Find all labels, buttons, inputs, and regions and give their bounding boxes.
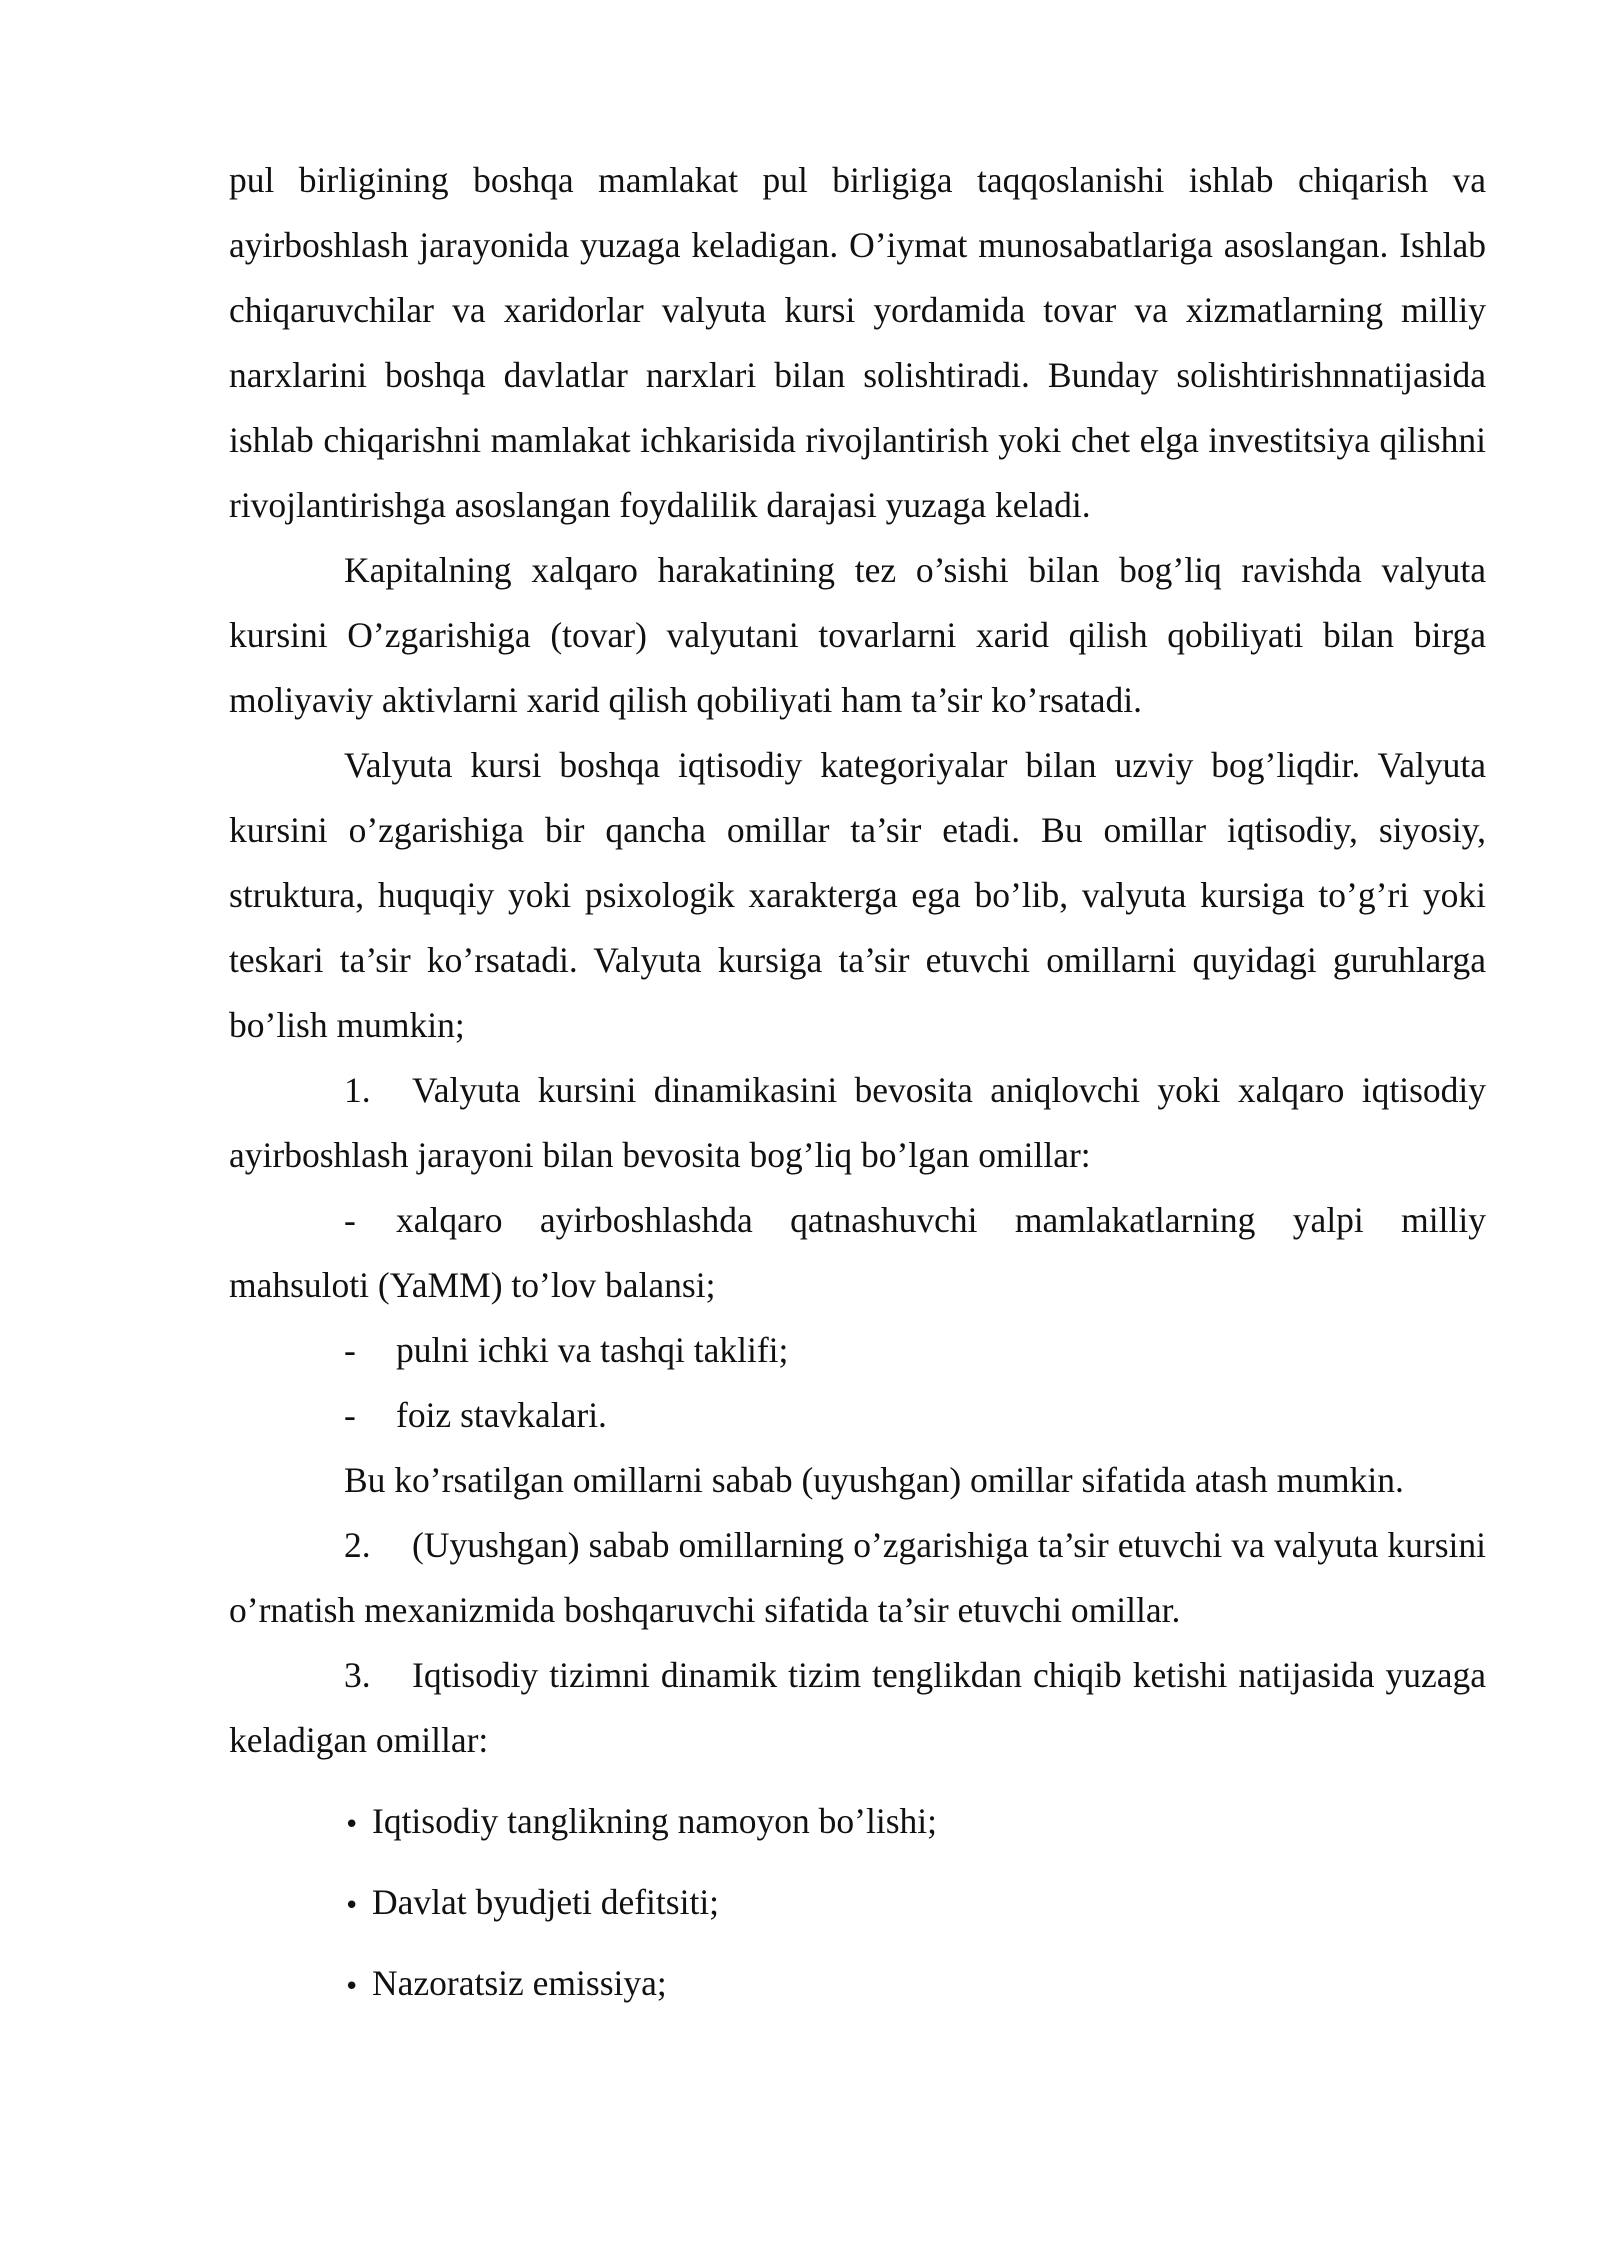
- summary-paragraph: Bu ko’rsatilgan omillarni sabab (uyushgan) omillar sifatida atash mumkin.: [344, 1460, 1404, 1500]
- document-page: [229, 148, 1486, 2026]
- item-number: 3.: [344, 1655, 371, 1695]
- numbered-item-3: [229, 1643, 1486, 1773]
- bullet-list: [229, 1783, 1486, 2026]
- dash-mark: -: [344, 1330, 356, 1370]
- item-text: Valyuta kursini dinamikasini bevosita aniqlovchi yoki xalqaro iqtisodiy ayirboshlash jarayoni bilan bevosita bog’liq bo’lgan omillar:: [229, 1070, 1486, 1175]
- dash-item-2: [229, 1318, 1486, 1383]
- item-number: 2.: [344, 1525, 371, 1565]
- bullet-text: Iqtisodiy tanglikning namoyon bo’lishi;: [372, 1801, 938, 1841]
- dash-mark: -: [344, 1395, 356, 1435]
- bullet-icon: •: [344, 1891, 360, 1921]
- numbered-item-1: [229, 1058, 1486, 1188]
- paragraph-1: pul birligining boshqa mamlakat pul birligiga taqqoslanishi ishlab chiqarish va ayirboshlash jarayonida yuzaga keladigan. O’iymat munosabatlariga asoslangan. Ishlab chiqaruvchilar va xaridorlar valyuta kursi yordamida tovar va xizmatlarning milliy narxlarini boshqa davlatlar narxlari bilan solishtiradi. Bunday solishtirishnnatijasida ishlab chiqarishni mamlakat ichkarisida rivojlantirish yoki chet elga investitsiya qilishni rivojlantirishga asoslangan foydalilik darajasi yuzaga keladi.: [229, 160, 1486, 525]
- item-text: Iqtisodiy tizimni dinamik tizim tenglikdan chiqib ketishi natijasida yuzaga keladigan omillar:: [229, 1655, 1486, 1760]
- paragraph-2: Kapitalning xalqaro harakatining tez o’sishi bilan bog’liq ravishda valyuta kursini O’zgarishiga (tovar) valyutani tovarlarni xarid qilish qobiliyati bilan birga moliyaviy aktivlarni xarid qilish qobiliyati ham ta’sir ko’rsatadi.: [229, 550, 1486, 720]
- dash-item-text: foiz stavkalari.: [396, 1395, 607, 1435]
- item-number: 1.: [344, 1070, 371, 1110]
- paragraph-3: Valyuta kursi boshqa iqtisodiy kategoriyalar bilan uzviy bog’liqdir. Valyuta kursini o’zgarishiga bir qancha omillar ta’sir etadi. Bu omillar iqtisodiy, siyosiy, struktura, huquqiy yoki psixologik xarakterga ega bo’lib, valyuta kursiga to’g’ri yoki teskari ta’sir ko’rsatadi. Valyuta kursiga ta’sir etuvchi omillarni quyidagi guruhlarga bo’lish mumkin;: [229, 745, 1486, 1045]
- dash-item-1: [229, 1188, 1486, 1318]
- bullet-icon: •: [344, 1810, 360, 1840]
- dash-item-text: xalqaro ayirboshlashda qatnashuvchi mamlakatlarning yalpi milliy mahsuloti (YaMM) to’lov balansi;: [229, 1200, 1486, 1305]
- bullet-text: Nazoratsiz emissiya;: [372, 1963, 667, 2003]
- bullet-item-2: [229, 1864, 1486, 1945]
- item-text: (Uyushgan) sabab omillarning o’zgarishiga ta’sir etuvchi va valyuta kursini o’rnatish mexanizmida boshqaruvchi sifatida ta’sir etuvchi omillar.: [229, 1525, 1486, 1630]
- dash-item-3: [229, 1383, 1486, 1448]
- bullet-item-3: [229, 1945, 1486, 2026]
- dash-item-text: pulni ichki va tashqi taklifi;: [396, 1330, 789, 1370]
- dash-mark: -: [344, 1200, 356, 1240]
- bullet-item-1: [229, 1783, 1486, 1864]
- bullet-text: Davlat byudjeti defitsiti;: [372, 1882, 720, 1922]
- bullet-icon: •: [344, 1972, 360, 2002]
- numbered-item-2: [229, 1513, 1486, 1643]
